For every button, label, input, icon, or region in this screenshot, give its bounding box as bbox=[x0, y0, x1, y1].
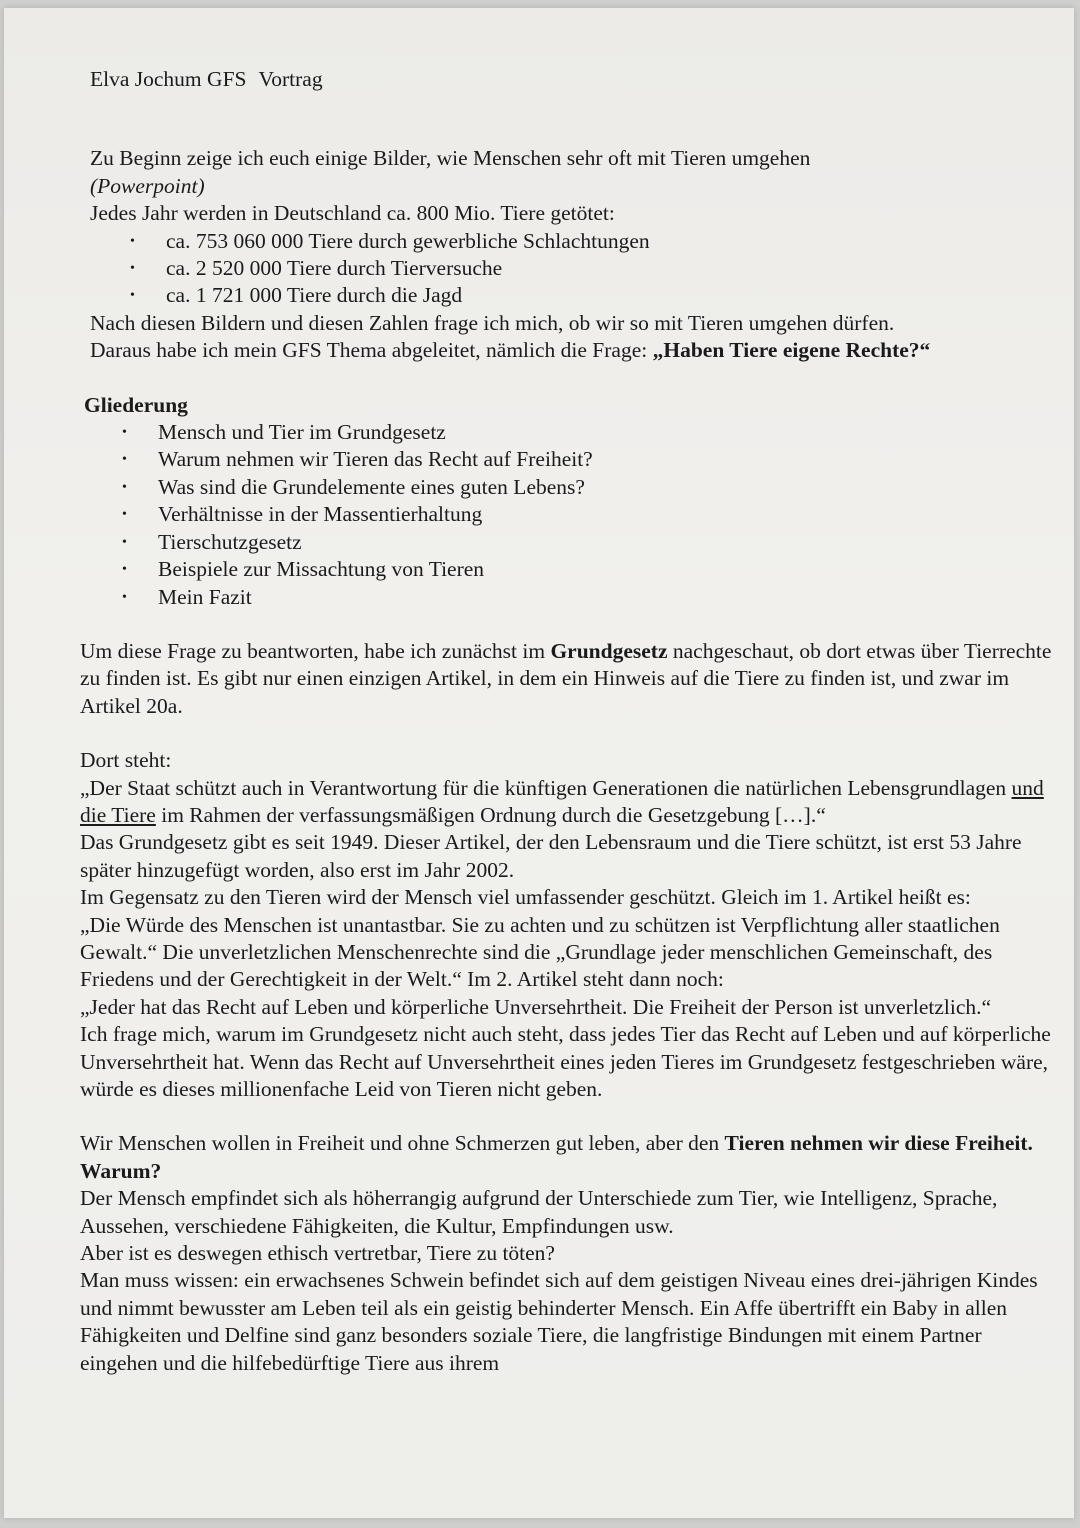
outline-item bbox=[84, 446, 1055, 473]
stats-list bbox=[90, 228, 1055, 310]
outline-item-text: Mein Fazit bbox=[158, 584, 252, 609]
history-paragraph: Das Grundgesetz gibt es seit 1949. Dieser Artikel, der den Lebensraum und die Tiere schützt, ist erst 53 Jahre später hinzugefügt worden, also erst im Jahr 2002. bbox=[80, 830, 1022, 882]
freiheit-paragraph-3: Aber ist es deswegen ethisch vertretbar, Tiere zu töten? bbox=[80, 1241, 555, 1266]
header-title: Vortrag bbox=[258, 67, 323, 91]
quote-1-pre: „Der Staat schützt auch in Verantwortung für die künftigen Generationen die natürlichen Lebensgrundlagen bbox=[80, 775, 1012, 800]
author-name: Elva Jochum bbox=[90, 67, 202, 91]
outline-heading-text: Gliederung bbox=[84, 392, 188, 417]
paper-sheet bbox=[4, 8, 1074, 1518]
intro-text-1: Zu Beginn zeige ich euch einige Bilder, wie Menschen sehr oft mit Tieren umgehen bbox=[90, 146, 811, 171]
freiheit-intro bbox=[80, 1130, 1055, 1185]
grundgesetz-paragraph bbox=[80, 638, 1055, 720]
bullet-icon: • bbox=[130, 233, 135, 249]
bullet-icon: • bbox=[122, 534, 127, 550]
bullet-icon: • bbox=[130, 261, 135, 277]
contrast-paragraph: Im Gegensatz zu den Tieren wird der Mensch viel umfassender geschützt. Gleich im 1. Artikel heißt es: bbox=[80, 885, 971, 910]
outline-item-text: Was sind die Grundelemente eines guten Lebens? bbox=[158, 474, 585, 499]
stats-text: ca. 1 721 000 Tiere durch die Jagd bbox=[166, 283, 463, 308]
intro-line-4 bbox=[90, 337, 1055, 364]
bullet-icon: • bbox=[122, 507, 127, 523]
grundgesetz-bold: Grundgesetz bbox=[550, 638, 668, 663]
freiheit-section bbox=[80, 1130, 1055, 1377]
bullet-icon: • bbox=[130, 288, 135, 304]
outline-list bbox=[84, 419, 1055, 611]
intro-note: (Powerpoint) bbox=[90, 173, 205, 198]
freiheit-text-pre: Wir Menschen wollen in Freiheit und ohne Schmerzen gut leben, aber den bbox=[80, 1131, 725, 1156]
grundgesetz-text-pre: Um diese Frage zu beantworten, habe ich zunächst im bbox=[80, 638, 551, 663]
quote-section bbox=[80, 747, 1055, 1103]
outline-item-text: Warum nehmen wir Tieren das Recht auf Freiheit? bbox=[158, 447, 593, 472]
bullet-icon: • bbox=[122, 479, 127, 495]
outline-heading bbox=[84, 392, 1055, 419]
outline-item-text: Verhältnisse in der Massentierhaltung bbox=[158, 502, 483, 527]
quote-1-post: im Rahmen der verfassungsmäßigen Ordnung durch die Gesetzgebung […].“ bbox=[155, 802, 826, 827]
bullet-icon: • bbox=[122, 452, 127, 468]
outline-item bbox=[84, 419, 1055, 446]
document-body bbox=[80, 66, 1055, 1377]
question-paragraph: Ich frage mich, warum im Grundgesetz nicht auch steht, dass jedes Tier das Recht auf Leben und auf körperliche Unversehrtheit hat. Wenn das Recht auf Unversehrtheit eines jeden Tieres im Grundgesetz festgeschrieben wäre, würde es dieses millionenfache Leid von Tieren nicht geben. bbox=[80, 1022, 1051, 1101]
outline-item bbox=[84, 529, 1055, 556]
stats-item bbox=[90, 228, 1055, 255]
bullet-icon: • bbox=[122, 589, 127, 605]
freiheit-paragraph-2: Der Mensch empfindet sich als höherrangig aufgrund der Unterschiede zum Tier, wie Intelligenz, Sprache, Aussehen, verschiedene Fähigkeiten, die Kultur, Empfindungen usw. bbox=[80, 1186, 998, 1238]
outline-item bbox=[84, 474, 1055, 501]
quote-article-2: „Jeder hat das Recht auf Leben und körperliche Unversehrtheit. Die Freiheit der Person ist unverletzlich.“ bbox=[80, 994, 992, 1019]
outline-item bbox=[84, 584, 1055, 611]
grundgesetz-text-post: nachgeschaut, ob dort etwas über Tierrechte zu finden ist. Es gibt nur einen einzigen Artikel, in dem ein Hinweis auf die Tiere zu finden ist, und zwar im Artikel 20a. bbox=[80, 638, 1052, 718]
outline-item-text: Tierschutzgesetz bbox=[158, 529, 302, 554]
stats-item bbox=[90, 255, 1055, 282]
outline-item-text: Mensch und Tier im Grundgesetz bbox=[158, 420, 446, 445]
quote-1-underline: und die Tiere bbox=[80, 775, 1044, 827]
intro-line-3: Nach diesen Bildern und diesen Zahlen frage ich mich, ob wir so mit Tieren umgehen dürfen. bbox=[90, 310, 895, 335]
bullet-icon: • bbox=[122, 425, 127, 441]
stats-item bbox=[90, 282, 1055, 309]
bullet-icon: • bbox=[122, 562, 127, 578]
quote-article-20a bbox=[80, 775, 1055, 830]
stats-text: ca. 2 520 000 Tiere durch Tierversuche bbox=[166, 256, 503, 281]
outline-item bbox=[84, 501, 1055, 528]
freiheit-bold: Tieren nehmen wir diese Freiheit. Warum? bbox=[80, 1131, 1033, 1183]
freiheit-paragraph-4: Man muss wissen: ein erwachsenes Schwein befindet sich auf dem geistigen Niveau eines drei-jährigen Kindes und nimmt bewusster am Leben teil als ein geistig behinderter Mensch. Ein Affe übertrifft ein Baby in allen Fähigkeiten und Delfine sind ganz besonders soziale Tiere, die langfristige Bindungen mit einem Partner eingehen und die hilfebedürftige Tiere aus ihrem bbox=[80, 1268, 1038, 1375]
intro-line-2: Jedes Jahr werden in Deutschland ca. 800 Mio. Tiere getötet: bbox=[90, 201, 615, 226]
topic-question: „Haben Tiere eigene Rechte?“ bbox=[652, 338, 931, 363]
outline-item-text: Beispiele zur Missachtung von Tieren bbox=[158, 557, 485, 582]
intro-line-1 bbox=[90, 145, 1055, 200]
document-header bbox=[90, 66, 1055, 93]
outline-item bbox=[84, 556, 1055, 583]
stats-text: ca. 753 060 000 Tiere durch gewerbliche Schlachtungen bbox=[166, 228, 650, 253]
quote-intro: Dort steht: bbox=[80, 748, 172, 773]
quote-article-1: „Die Würde des Menschen ist unantastbar. Sie zu achten und zu schützen ist Verpflichtung aller staatlichen Gewalt.“ Die unverletzlichen Menschenrechte sind die „Grundlage jeder menschlichen Gemeinschaft, des Friedens und der Gerechtigkeit in der Welt.“ Im 2. Artikel steht dann noch: bbox=[80, 912, 1000, 992]
header-label: GFS bbox=[207, 67, 247, 91]
intro-line-4-text: Daraus habe ich mein GFS Thema abgeleitet, nämlich die Frage: bbox=[90, 338, 653, 363]
intro-section bbox=[90, 145, 1055, 364]
outline-section bbox=[84, 392, 1055, 611]
